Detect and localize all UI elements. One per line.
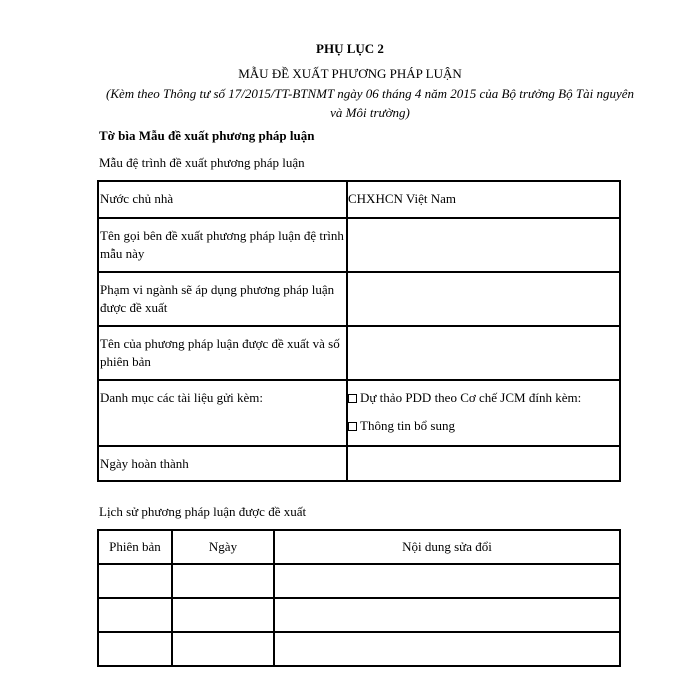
form-value[interactable]: CHXHCN Việt Nam xyxy=(347,181,620,218)
attachment-label: Dự thảo PDD theo Cơ chế JCM đính kèm: xyxy=(360,390,582,405)
form-value[interactable] xyxy=(347,326,620,380)
table-row xyxy=(98,564,620,598)
cover-title: Tờ bìa Mẫu đề xuất phương pháp luận xyxy=(99,128,315,143)
table-cell[interactable] xyxy=(172,632,274,666)
table-cell[interactable] xyxy=(172,564,274,598)
form-label: Danh mục các tài liệu gửi kèm: xyxy=(98,380,347,446)
table-cell[interactable] xyxy=(274,632,620,666)
checkbox[interactable] xyxy=(348,394,357,403)
form-label: Tên gọi bên đề xuất phương pháp luận đệ trình mẫu này xyxy=(98,218,347,272)
column-header: Ngày xyxy=(172,530,274,564)
form-label: Nước chủ nhà xyxy=(98,181,347,218)
table-cell[interactable] xyxy=(172,598,274,632)
history-header-row xyxy=(98,530,620,564)
history-title: Lịch sử phương pháp luận được đề xuất xyxy=(99,504,307,519)
appendix-heading: PHỤ LỤC 2 xyxy=(316,41,384,56)
document-title: MẪU ĐỀ XUẤT PHƯƠNG PHÁP LUẬN xyxy=(238,66,462,81)
table-row xyxy=(98,632,620,666)
table-cell[interactable] xyxy=(98,564,172,598)
form-row xyxy=(98,380,620,446)
form-label: Phạm vi ngành sẽ áp dụng phương pháp luận được đề xuất xyxy=(98,272,347,326)
form-label: Ngày hoàn thành xyxy=(98,446,347,481)
table-cell[interactable] xyxy=(274,564,620,598)
form-row xyxy=(98,218,620,272)
attachments-cell xyxy=(347,380,620,446)
cover-subtitle: Mẫu đệ trình đề xuất phương pháp luận xyxy=(99,155,305,170)
form-label: Tên của phương pháp luận được đề xuất và số phiên bản xyxy=(98,326,347,380)
form-value[interactable] xyxy=(347,272,620,326)
table-cell[interactable] xyxy=(98,598,172,632)
form-row xyxy=(98,446,620,481)
table-row xyxy=(98,598,620,632)
attachment-option[interactable] xyxy=(348,389,619,407)
document-subtitle: (Kèm theo Thông tư số 17/2015/TT-BTNMT ngày 06 tháng 4 năm 2015 của Bộ trưởng Bộ Tài nguyên và Môi trường) xyxy=(106,86,634,120)
column-header: Nội dung sửa đổi xyxy=(274,530,620,564)
attachment-option[interactable] xyxy=(348,417,619,435)
submission-form-table xyxy=(97,180,621,482)
form-row xyxy=(98,272,620,326)
form-value[interactable] xyxy=(347,446,620,481)
table-cell[interactable] xyxy=(274,598,620,632)
column-header: Phiên bản xyxy=(98,530,172,564)
attachment-label: Thông tin bổ sung xyxy=(360,418,455,433)
table-cell[interactable] xyxy=(98,632,172,666)
form-row xyxy=(98,326,620,380)
form-row xyxy=(98,181,620,218)
checkbox[interactable] xyxy=(348,422,357,431)
history-table xyxy=(97,529,621,667)
form-value[interactable] xyxy=(347,218,620,272)
